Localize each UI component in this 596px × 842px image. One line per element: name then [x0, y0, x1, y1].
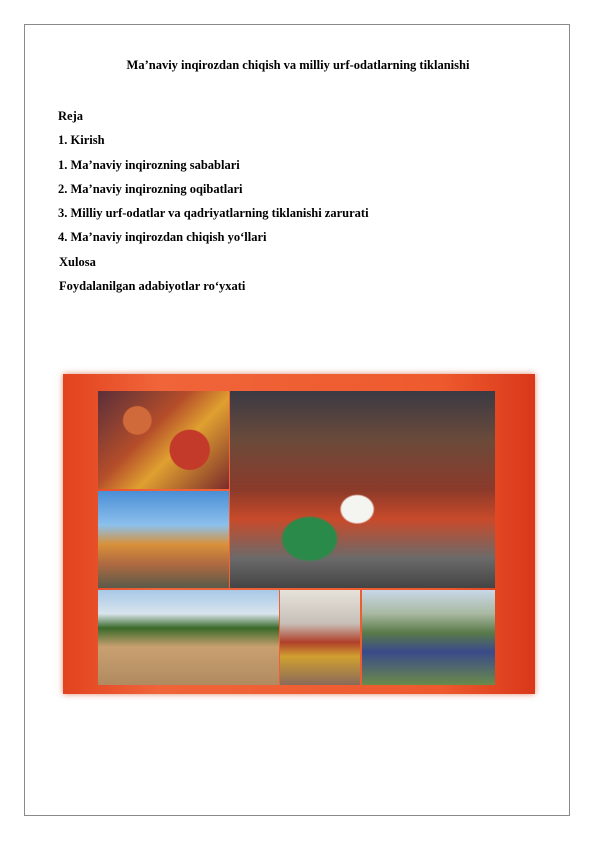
plan-item-references: Foydalanilgan adabiyotlar ro‘yxati: [59, 279, 246, 294]
collage-photo-festival-crowd: [362, 590, 495, 685]
collage-photo-embroidery: [98, 391, 229, 489]
collage-photo-musicians: [98, 491, 229, 588]
plan-item: 2. Ma’naviy inqirozning oqibatlari: [58, 181, 243, 196]
plan-section: [58, 108, 369, 302]
plan-item: 1. Ma’naviy inqirozning sabablari: [58, 157, 240, 172]
collage-photo-dancers: [280, 590, 360, 685]
plan-item: 4. Ma’naviy inqirozdan chiqish yo‘llari: [58, 230, 267, 245]
plan-item-conclusion: Xulosa: [59, 254, 96, 269]
plan-heading: Reja: [58, 109, 83, 123]
collage-photo-horse-carts: [98, 590, 279, 685]
document-title: Ma’naviy inqirozdan chiqish va milliy urf-odatlarning tiklanishi: [126, 58, 470, 72]
photo-collage: [63, 374, 535, 694]
plan-item: 1. Kirish: [58, 133, 105, 148]
collage-photo-wedding-ceremony: [230, 391, 495, 588]
plan-item: 3. Milliy urf-odatlar va qadriyatlarning tiklanishi zarurati: [58, 206, 369, 221]
